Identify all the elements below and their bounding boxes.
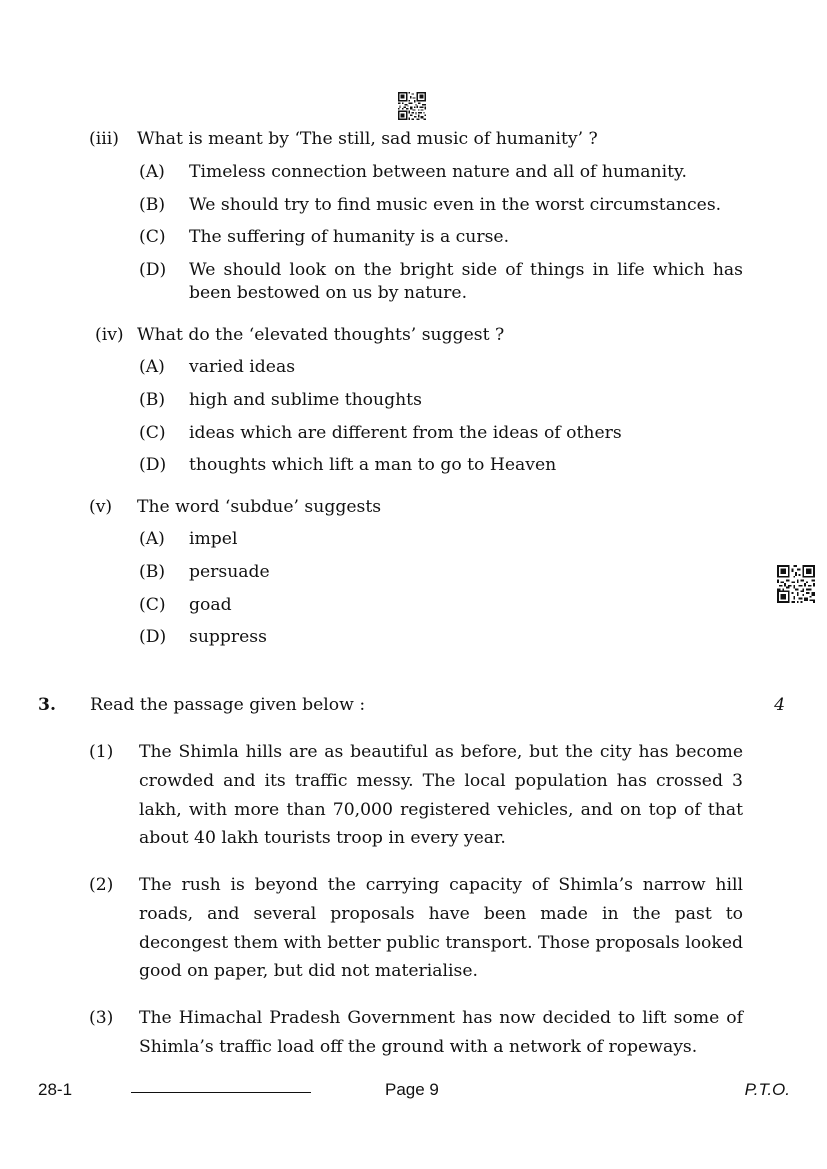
paragraph-text: The Himachal Pradesh Government has now decided to lift some of Shimla’s traffic load off the ground with a network of ropeways. bbox=[139, 1008, 743, 1057]
option-label: (B) bbox=[139, 562, 166, 582]
option-label: (A) bbox=[139, 162, 165, 182]
option-label: (D) bbox=[139, 455, 167, 475]
option-text: goad bbox=[189, 595, 232, 615]
footer-divider bbox=[131, 1092, 311, 1093]
option-label: (C) bbox=[139, 423, 166, 443]
question-text: What is meant by ‘The still, sad music of humanity’ ? bbox=[137, 129, 598, 149]
option-text: ideas which are different from the ideas of others bbox=[189, 423, 622, 443]
option-text: impel bbox=[189, 529, 238, 549]
question-number: 3. bbox=[38, 695, 56, 715]
option-label: (B) bbox=[139, 390, 166, 410]
paragraph-text: The Shimla hills are as beautiful as before, but the city has become crowded and its traffic messy. The local population has crossed 3 lakh, with more than 70,000 registered vehicles, and on top of that about 40 lakh tourists troop in every year. bbox=[139, 742, 743, 849]
paragraph-number: (1) bbox=[89, 742, 114, 762]
please-turn-over: P.T.O. bbox=[744, 1080, 790, 1099]
option-text: high and sublime thoughts bbox=[189, 390, 422, 410]
option-text: persuade bbox=[189, 562, 270, 582]
question-prompt: Read the passage given below : bbox=[90, 695, 366, 715]
page-footer bbox=[0, 1080, 827, 1104]
question-text: What do the ‘elevated thoughts’ suggest ? bbox=[137, 325, 505, 345]
page-number: Page 9 bbox=[385, 1080, 439, 1099]
option-text: thoughts which lift a man to go to Heaven bbox=[189, 455, 557, 475]
question-number: (v) bbox=[89, 497, 113, 517]
option-label: (C) bbox=[139, 227, 166, 247]
option-text: suppress bbox=[189, 627, 267, 647]
question-text: The word ‘subdue’ suggests bbox=[137, 497, 382, 517]
option-text: We should look on the bright side of things in life which has been bestowed on us by nature. bbox=[189, 260, 743, 303]
paragraph-text: The rush is beyond the carrying capacity of Shimla’s narrow hill roads, and several proposals have been made in the past to decongest them with better public transport. Those proposals looked good on paper, but did not materialise. bbox=[139, 875, 743, 982]
option-label: (D) bbox=[139, 627, 167, 647]
option-label: (D) bbox=[139, 260, 167, 280]
question-number: (iv) bbox=[95, 325, 124, 345]
option-label: (B) bbox=[139, 195, 166, 215]
option-text: varied ideas bbox=[189, 357, 296, 377]
paper-code: 28-1 bbox=[38, 1080, 73, 1099]
option-text: The suffering of humanity is a curse. bbox=[189, 227, 510, 247]
option-label: (A) bbox=[139, 529, 165, 549]
qr-code-icon bbox=[398, 92, 426, 120]
option-text: Timeless connection between nature and all of humanity. bbox=[189, 162, 687, 182]
option-text: We should try to find music even in the worst circumstances. bbox=[189, 195, 722, 215]
option-label: (C) bbox=[139, 595, 166, 615]
marks: 4 bbox=[774, 695, 785, 715]
paragraph-number: (2) bbox=[89, 875, 114, 895]
paragraph-number: (3) bbox=[89, 1008, 114, 1028]
question-number: (iii) bbox=[89, 129, 119, 149]
option-label: (A) bbox=[139, 357, 165, 377]
qr-code-icon bbox=[777, 565, 815, 603]
